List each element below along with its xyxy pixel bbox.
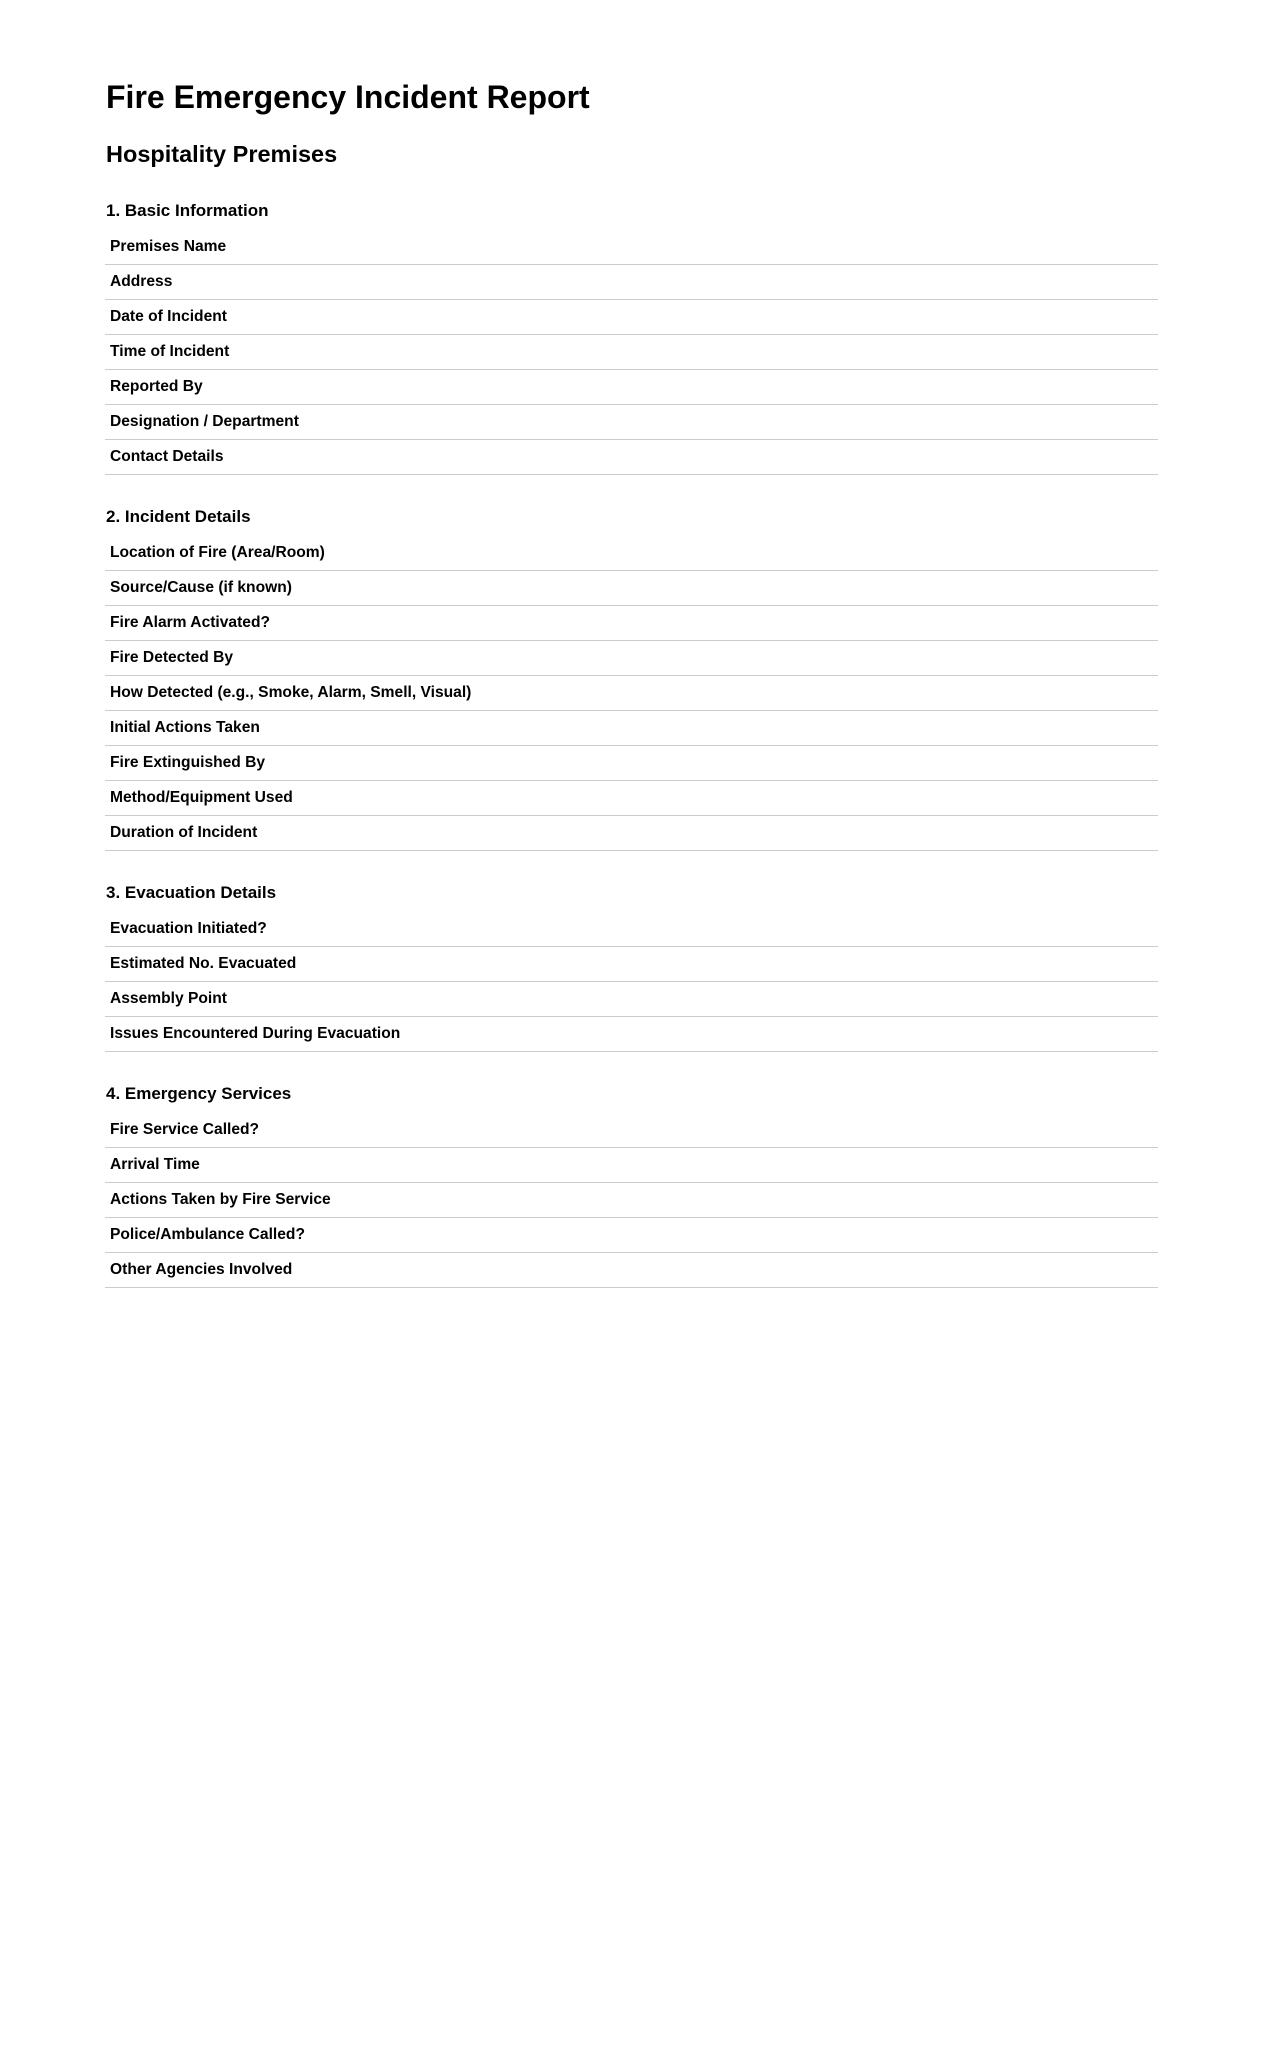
field-table [105,912,1158,1052]
field-row-assembly-point[interactable]: Assembly Point [105,982,1158,1017]
field-row-fire-service-called[interactable]: Fire Service Called? [105,1113,1158,1148]
field-row-fire-alarm-activated[interactable]: Fire Alarm Activated? [105,606,1158,641]
field-row-issues-encountered[interactable]: Issues Encountered During Evacuation [105,1017,1158,1052]
section-heading: 2. Incident Details [106,507,251,526]
field-table [105,230,1158,475]
field-row-method-equipment-used[interactable]: Method/Equipment Used [105,781,1158,816]
section-emergency-services [105,1084,1158,1288]
field-row-evacuation-initiated[interactable]: Evacuation Initiated? [105,912,1158,947]
field-row-location-of-fire[interactable]: Location of Fire (Area/Room) [105,536,1158,571]
field-row-premises-name[interactable]: Premises Name [105,230,1158,265]
field-row-reported-by[interactable]: Reported By [105,370,1158,405]
section-incident-details [105,507,1158,851]
report-page [105,0,1158,1288]
field-row-other-agencies-involved[interactable]: Other Agencies Involved [105,1253,1158,1288]
field-row-police-ambulance-called[interactable]: Police/Ambulance Called? [105,1218,1158,1253]
field-row-time-of-incident[interactable]: Time of Incident [105,335,1158,370]
field-row-initial-actions-taken[interactable]: Initial Actions Taken [105,711,1158,746]
section-heading: 1. Basic Information [106,201,269,220]
field-row-how-detected[interactable]: How Detected (e.g., Smoke, Alarm, Smell, Visual) [105,676,1158,711]
field-row-duration-of-incident[interactable]: Duration of Incident [105,816,1158,851]
field-row-fire-extinguished-by[interactable]: Fire Extinguished By [105,746,1158,781]
field-table [105,1113,1158,1288]
section-evacuation-details [105,883,1158,1052]
page-title: Fire Emergency Incident Report [106,79,590,115]
field-row-estimated-no-evacuated[interactable]: Estimated No. Evacuated [105,947,1158,982]
section-heading: 4. Emergency Services [106,1084,292,1103]
page-subtitle: Hospitality Premises [106,141,338,167]
field-row-address[interactable]: Address [105,265,1158,300]
field-row-source-cause[interactable]: Source/Cause (if known) [105,571,1158,606]
field-row-date-of-incident[interactable]: Date of Incident [105,300,1158,335]
field-row-contact-details[interactable]: Contact Details [105,440,1158,475]
field-row-fire-detected-by[interactable]: Fire Detected By [105,641,1158,676]
section-heading: 3. Evacuation Details [106,883,277,902]
field-table [105,536,1158,851]
section-basic-information [105,201,1158,475]
field-row-actions-taken-by-fire-service[interactable]: Actions Taken by Fire Service [105,1183,1158,1218]
field-row-designation-department[interactable]: Designation / Department [105,405,1158,440]
field-row-arrival-time[interactable]: Arrival Time [105,1148,1158,1183]
